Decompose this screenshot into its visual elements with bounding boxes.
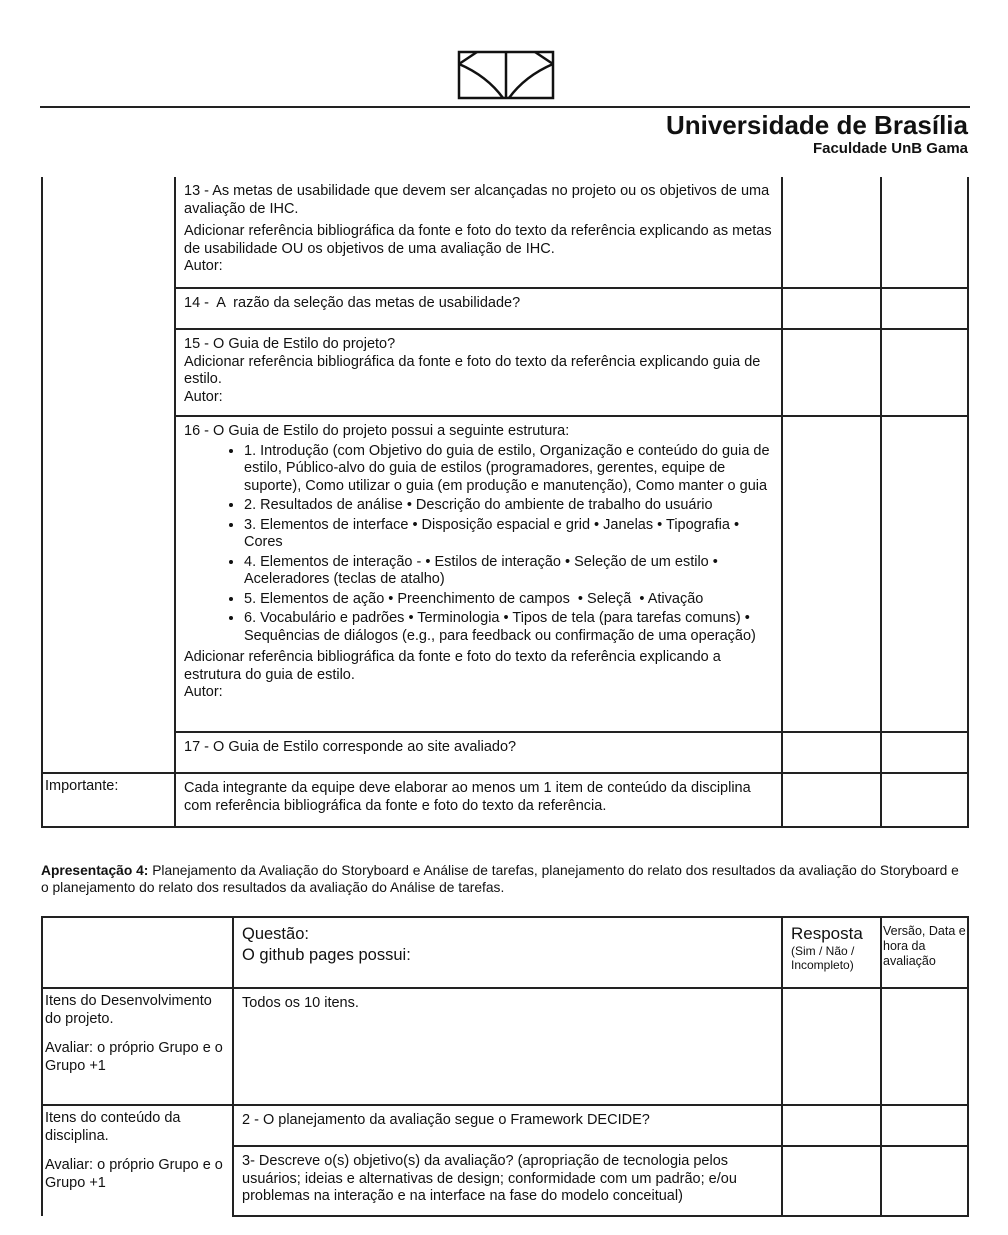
response-cell[interactable] bbox=[782, 732, 881, 773]
faculty-name: Faculdade UnB Gama bbox=[812, 140, 968, 157]
response-cell[interactable] bbox=[782, 177, 881, 288]
checklist-table-1 bbox=[41, 177, 969, 828]
version-cell[interactable] bbox=[881, 773, 968, 827]
group-label: Itens do Desenvolvimento do projeto. bbox=[45, 993, 212, 1027]
table-row bbox=[42, 288, 968, 329]
question-text: 15 - O Guia de Estilo do projeto? Adicionar referência bibliográfica da fonte e foto do texto da referência explicando guia de estilo. Autor: bbox=[184, 336, 761, 405]
unb-logo-icon bbox=[457, 50, 555, 100]
group-label-development bbox=[42, 988, 233, 1105]
response-cell[interactable] bbox=[782, 416, 881, 732]
group-label: Itens do conteúdo da disciplina. bbox=[45, 1110, 181, 1144]
presentation-4-text: Planejamento da Avaliação do Storyboard e Análise de tarefas, planejamento do relato dos resultados da avaliação do Storyboard e o planejamento do relato dos resultados da avaliação do Análise de tarefas. bbox=[41, 863, 959, 895]
version-cell[interactable] bbox=[881, 1105, 968, 1146]
response-cell[interactable] bbox=[782, 288, 881, 329]
structure-list bbox=[184, 443, 773, 646]
response-cell[interactable] bbox=[782, 1105, 881, 1146]
list-item: • 6. Vocabulário e padrões • Terminologia • Tipos de tela (para tarefas comuns) • Sequências de diálogos (e.g., para feedback ou confirmação de uma operação) bbox=[244, 610, 773, 645]
presentation-4-paragraph bbox=[41, 862, 966, 896]
response-header bbox=[782, 917, 881, 988]
question-text: 14 - A razão da seleção das metas de usabilidade? bbox=[184, 295, 521, 311]
question-cell-3: 3- Descreve o(s) objetivo(s) da avaliação? (apropriação de tecnologia pelos usuários; ideias e alternativas de design; conformidade com um padrão; e/ou problemas na interação e na interface na fase do modelo conceitual) bbox=[233, 1146, 782, 1216]
table-row bbox=[42, 416, 968, 732]
university-name: Universidade de Brasília bbox=[665, 110, 968, 140]
list-item: • 1. Introdução (com Objetivo do guia de estilo, Organização e conteúdo do guia de estilo, Público-alvo do guia de estilos (programadores, gerentes, equipe de suporte), Como utilizar o guia (em produção e manutenção), Como manter o guia bbox=[244, 443, 773, 496]
question-cell-17 bbox=[175, 732, 782, 773]
header-rule bbox=[40, 106, 970, 108]
version-cell[interactable] bbox=[881, 177, 968, 288]
question-cell-14 bbox=[175, 288, 782, 329]
table-row bbox=[42, 329, 968, 416]
list-item: • 2. Resultados de análise • Descrição do ambiente de trabalho do usuário bbox=[244, 497, 773, 515]
header-blank-cell bbox=[42, 917, 233, 988]
version-cell[interactable] bbox=[881, 732, 968, 773]
table-row bbox=[42, 988, 968, 1105]
group-label-content bbox=[42, 1105, 233, 1216]
group-evaluate: Avaliar: o próprio Grupo e o Grupo +1 bbox=[45, 1040, 223, 1074]
version-cell[interactable] bbox=[881, 329, 968, 416]
list-item: • 3. Elementos de interface • Disposição espacial e grid • Janelas • Tipografia • Cores bbox=[244, 517, 773, 552]
question-text: Adicionar referência bibliográfica da fonte e foto do texto da referência explicando as metas de usabilidade OU os objetivos de uma avaliação de IHC. Autor: bbox=[184, 223, 772, 274]
question-cell-16 bbox=[175, 416, 782, 732]
version-cell[interactable] bbox=[881, 1146, 968, 1216]
response-title: Resposta bbox=[791, 924, 863, 943]
version-cell[interactable] bbox=[881, 416, 968, 732]
question-header: Questão: O github pages possui: bbox=[233, 917, 782, 988]
table-row bbox=[42, 1105, 968, 1146]
response-cell[interactable] bbox=[782, 988, 881, 1105]
question-cell-13 bbox=[175, 177, 782, 288]
response-cell[interactable] bbox=[782, 1146, 881, 1216]
question-cell-1: Todos os 10 itens. bbox=[233, 988, 782, 1105]
important-text: Cada integrante da equipe deve elaborar ao menos um 1 item de conteúdo da disciplina com referência bibliográfica da fonte e foto do texto da referência. bbox=[175, 773, 782, 827]
version-header: Versão, Data e hora da avaliação bbox=[881, 917, 968, 988]
list-item: • 5. Elementos de ação • Preenchimento de campos • Seleçã • Ativação bbox=[244, 591, 773, 609]
table-row bbox=[42, 177, 968, 288]
version-cell[interactable] bbox=[881, 988, 968, 1105]
question-text: 17 - O Guia de Estilo corresponde ao site avaliado? bbox=[184, 739, 517, 755]
question-cell-15 bbox=[175, 329, 782, 416]
group-evaluate: Avaliar: o próprio Grupo e o Grupo +1 bbox=[45, 1157, 223, 1191]
question-text: 13 - As metas de usabilidade que devem ser alcançadas no projeto ou os objetivos de uma avaliação de IHC. bbox=[184, 183, 770, 217]
question-text: 16 - O Guia de Estilo do projeto possui a seguinte estrutura: bbox=[184, 423, 570, 439]
question-cell-2: 2 - O planejamento da avaliação segue o Framework DECIDE? bbox=[233, 1105, 782, 1146]
response-subtitle: (Sim / Não / Incompleto) bbox=[791, 944, 855, 972]
important-label: Importante: bbox=[42, 773, 175, 827]
list-item: • 4. Elementos de interação - • Estilos de interação • Seleção de um estilo • Aceleradores (teclas de atalho) bbox=[244, 554, 773, 589]
group-label-cell bbox=[42, 177, 175, 773]
checklist-table-2 bbox=[41, 916, 969, 1217]
presentation-4-label: Apresentação 4: bbox=[41, 863, 149, 878]
version-cell[interactable] bbox=[881, 288, 968, 329]
table-row bbox=[42, 732, 968, 773]
question-text: Adicionar referência bibliográfica da fonte e foto do texto da referência explicando a estrutura do guia de estilo. Autor: bbox=[184, 649, 721, 700]
table-row bbox=[42, 773, 968, 827]
response-cell[interactable] bbox=[782, 773, 881, 827]
table-header-row bbox=[42, 917, 968, 988]
response-cell[interactable] bbox=[782, 329, 881, 416]
